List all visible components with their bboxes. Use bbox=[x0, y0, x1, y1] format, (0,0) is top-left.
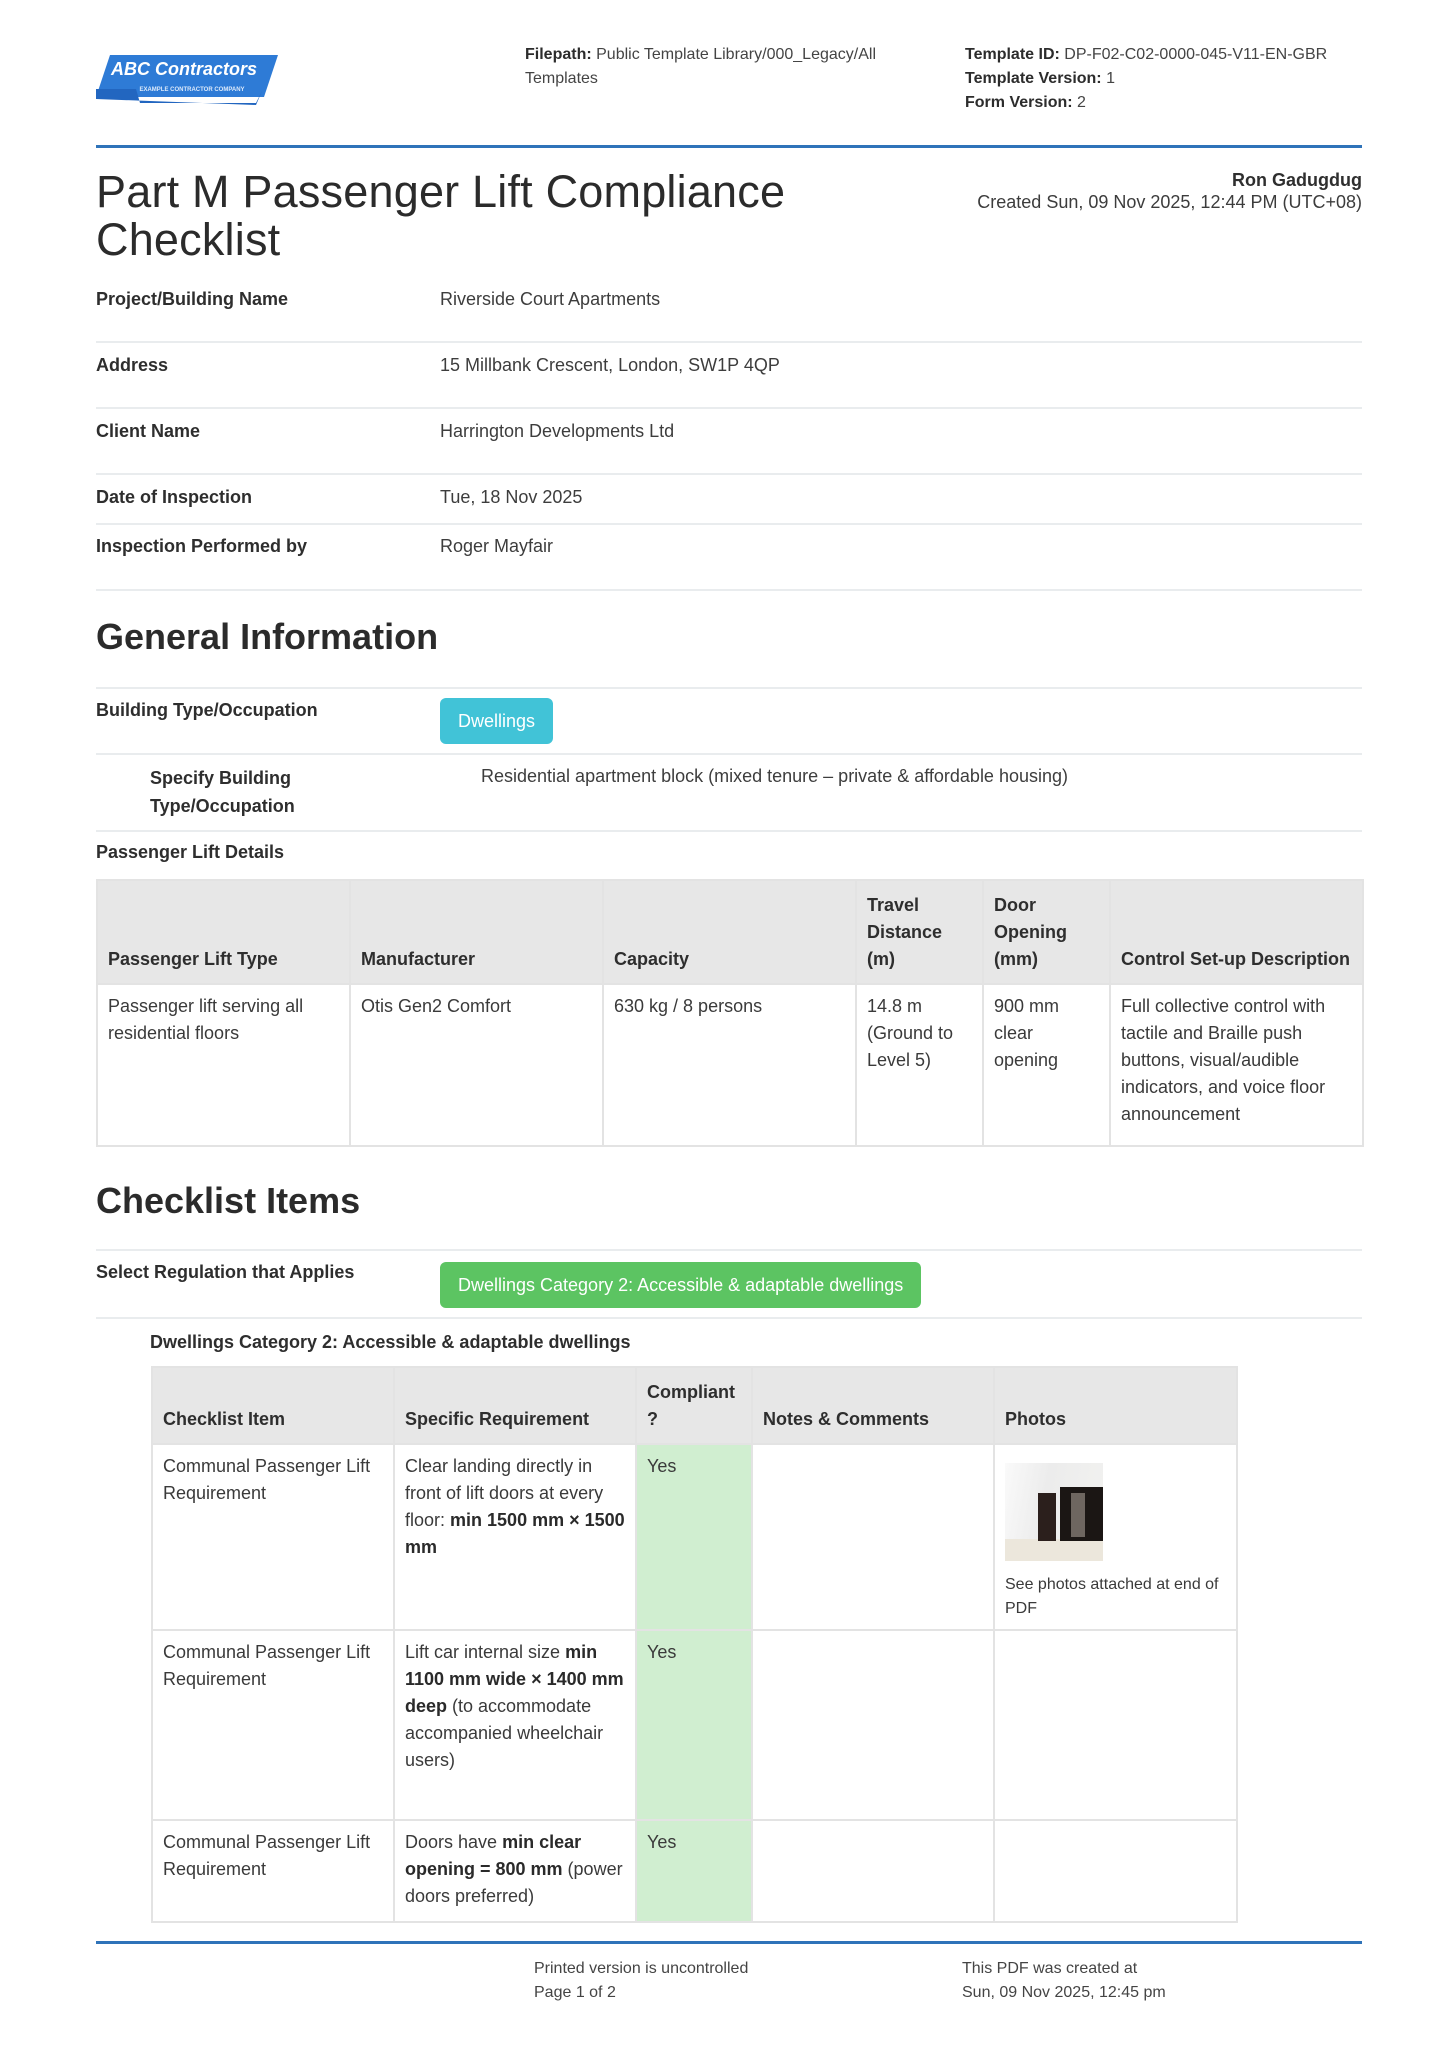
divider bbox=[96, 1317, 1362, 1319]
checklist-table bbox=[151, 1366, 1238, 1923]
building-type-badge[interactable]: Dwellings bbox=[440, 698, 553, 744]
divider bbox=[96, 753, 1362, 755]
info-label-address: Address bbox=[96, 355, 169, 375]
cell-capacity: 630 kg / 8 persons bbox=[603, 984, 856, 1146]
cell-photos bbox=[994, 1444, 1237, 1630]
col-header-notes: Notes & Comments bbox=[752, 1367, 994, 1444]
cell-manufacturer: Otis Gen2 Comfort bbox=[350, 984, 603, 1146]
cell-door-opening: 900 mm clear opening bbox=[983, 984, 1110, 1146]
footer-divider bbox=[96, 1941, 1362, 1944]
info-label-inspector: Inspection Performed by bbox=[96, 536, 308, 556]
logo-title: ABC Contractors bbox=[110, 59, 258, 79]
lift-details-table bbox=[96, 879, 1364, 1147]
form-version-label: Form Version: bbox=[965, 94, 1073, 111]
cell-checklist-item: Communal Passenger Lift Requirement bbox=[152, 1630, 394, 1820]
photo-note: See photos attached at end of PDF bbox=[1005, 1576, 1219, 1617]
divider bbox=[96, 407, 1362, 409]
cell-travel-distance: 14.8 m (Ground to Level 5) bbox=[856, 984, 983, 1146]
pdf-created-timestamp: Sun, 09 Nov 2025, 12:45 pm bbox=[962, 1984, 1166, 2001]
cell-compliant: Yes bbox=[636, 1820, 752, 1922]
cell-notes bbox=[752, 1630, 994, 1820]
created-timestamp: Created Sun, 09 Nov 2025, 12:44 PM (UTC+08) bbox=[977, 192, 1362, 212]
cell-checklist-item: Communal Passenger Lift Requirement bbox=[152, 1444, 394, 1630]
divider bbox=[96, 473, 1362, 475]
cell-lift-type: Passenger lift serving all residential floors bbox=[97, 984, 350, 1146]
divider bbox=[96, 830, 1362, 832]
header-divider bbox=[96, 145, 1362, 148]
cell-requirement: Lift car internal size min 1100 mm wide × 1400 mm deep (to accommodate accompanied wheelchair users) bbox=[394, 1630, 636, 1820]
filepath bbox=[525, 43, 925, 91]
logo-subtitle: EXAMPLE CONTRACTOR COMPANY bbox=[139, 87, 245, 93]
cell-photos bbox=[994, 1630, 1237, 1820]
pdf-created-label: This PDF was created at bbox=[962, 1960, 1138, 1977]
table-row bbox=[152, 1444, 1237, 1630]
info-label-project: Project/Building Name bbox=[96, 289, 289, 309]
col-header-capacity: Capacity bbox=[603, 880, 856, 984]
filepath-value: Public Template Library/000_Legacy/All Templates bbox=[525, 46, 876, 87]
info-value-project: Riverside Court Apartments bbox=[440, 289, 661, 309]
table-header-row bbox=[152, 1367, 1237, 1444]
table-row bbox=[97, 984, 1363, 1146]
lift-details-label: Passenger Lift Details bbox=[96, 842, 285, 862]
col-header-compliant: Compliant ? bbox=[636, 1367, 752, 1444]
footer-left bbox=[534, 1957, 748, 2005]
section-heading-checklist: Checklist Items bbox=[96, 1180, 361, 1221]
col-header-checklist-item: Checklist Item bbox=[152, 1367, 394, 1444]
divider bbox=[96, 1249, 1362, 1251]
template-version-label: Template Version: bbox=[965, 70, 1102, 87]
regulation-label: Select Regulation that Applies bbox=[96, 1262, 355, 1282]
lift-landing-photo-thumbnail[interactable] bbox=[1005, 1463, 1103, 1561]
cell-checklist-item: Communal Passenger Lift Requirement bbox=[152, 1820, 394, 1922]
cell-photos bbox=[994, 1820, 1237, 1922]
divider bbox=[96, 687, 1362, 689]
info-value-inspector: Roger Mayfair bbox=[440, 536, 554, 556]
info-label-date: Date of Inspection bbox=[96, 487, 253, 507]
author-name: Ron Gadugdug bbox=[1232, 170, 1362, 190]
cell-compliant: Yes bbox=[636, 1444, 752, 1630]
specify-building-label: Specify Building Type/Occupation bbox=[150, 768, 295, 816]
regulation-badge[interactable]: Dwellings Category 2: Accessible & adaptable dwellings bbox=[440, 1262, 921, 1308]
template-id-label: Template ID: bbox=[965, 46, 1060, 63]
table-row bbox=[152, 1630, 1237, 1820]
table-row bbox=[152, 1820, 1237, 1922]
template-meta bbox=[965, 43, 1405, 115]
template-id-value: DP-F02-C02-0000-045-V11-EN-GBR bbox=[1064, 46, 1328, 63]
info-label-client: Client Name bbox=[96, 421, 201, 441]
cell-requirement: Clear landing directly in front of lift doors at every floor: min 1500 mm × 1500 mm bbox=[394, 1444, 636, 1630]
cell-notes bbox=[752, 1444, 994, 1630]
checklist-section-title: Dwellings Category 2: Accessible & adaptable dwellings bbox=[150, 1332, 631, 1352]
cell-notes bbox=[752, 1820, 994, 1922]
info-value-client: Harrington Developments Ltd bbox=[440, 421, 675, 441]
filepath-label: Filepath: bbox=[525, 46, 592, 63]
page-number: Page 1 of 2 bbox=[534, 1984, 616, 2001]
cell-requirement: Doors have min clear opening = 800 mm (power doors preferred) bbox=[394, 1820, 636, 1922]
info-value-date: Tue, 18 Nov 2025 bbox=[440, 487, 583, 507]
specify-building-value: Residential apartment block (mixed tenure – private & affordable housing) bbox=[481, 766, 1068, 786]
divider bbox=[96, 589, 1362, 591]
footer-uncontrolled-note: Printed version is uncontrolled bbox=[534, 1960, 749, 1977]
table-header-row bbox=[97, 880, 1363, 984]
info-value-address: 15 Millbank Crescent, London, SW1P 4QP bbox=[440, 355, 780, 375]
col-header-manufacturer: Manufacturer bbox=[350, 880, 603, 984]
building-type-label: Building Type/Occupation bbox=[96, 700, 318, 720]
footer-right bbox=[962, 1957, 1166, 2005]
cell-compliant: Yes bbox=[636, 1630, 752, 1820]
col-header-travel-distance: Travel Distance (m) bbox=[856, 880, 983, 984]
cell-control-setup: Full collective control with tactile and Braille push buttons, visual/audible indicators, and voice floor announcement bbox=[1110, 984, 1363, 1146]
col-header-door-opening: Door Opening (mm) bbox=[983, 880, 1110, 984]
company-logo bbox=[96, 53, 278, 105]
col-header-control-setup: Control Set-up Description bbox=[1110, 880, 1363, 984]
divider bbox=[96, 341, 1362, 343]
section-heading-general: General Information bbox=[96, 616, 439, 657]
col-header-specific-requirement: Specific Requirement bbox=[394, 1367, 636, 1444]
page-title: Part M Passenger Lift Compliance Checklist bbox=[96, 166, 786, 265]
template-version-value: 1 bbox=[1106, 70, 1115, 87]
divider bbox=[96, 523, 1362, 525]
form-version-value: 2 bbox=[1077, 94, 1086, 111]
author-block bbox=[977, 169, 1362, 213]
col-header-lift-type: Passenger Lift Type bbox=[97, 880, 350, 984]
col-header-photos: Photos bbox=[994, 1367, 1237, 1444]
